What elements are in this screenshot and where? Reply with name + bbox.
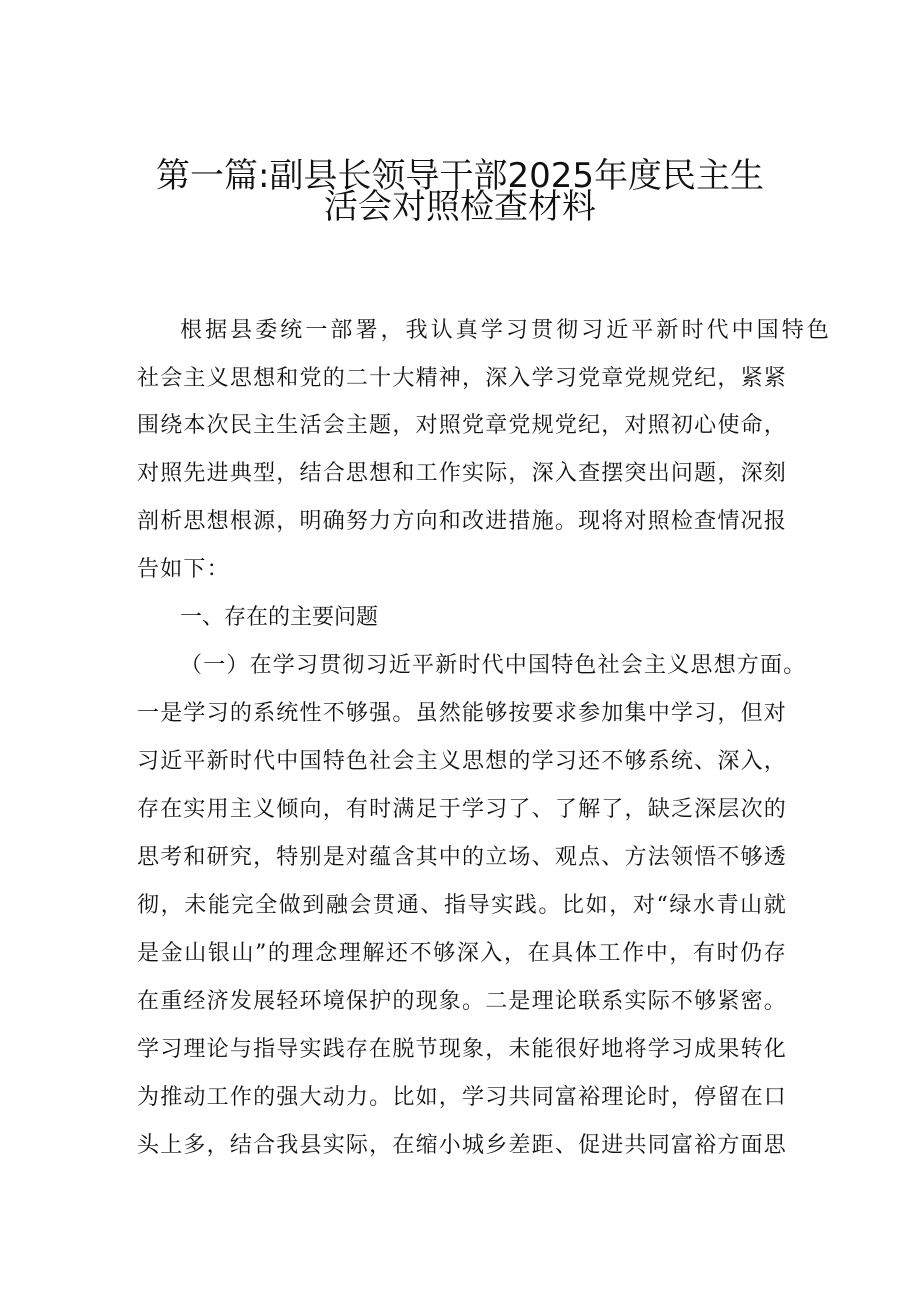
section-line: 思考和研究，特别是对蕴含其中的立场、观点、方法领悟不够透: [137, 845, 787, 870]
intro-line: 对照先进典型，结合思想和工作实际，深入查摆突出问题，深刻: [137, 461, 787, 486]
intro-line: 告如下：: [137, 557, 230, 582]
document-title-line-1: 第一篇:副县长领导干部2025年度民主生: [156, 156, 764, 196]
intro-line: 社会主义思想和党的二十大精神，深入学习党章党规党纪，紧紧: [137, 366, 787, 391]
section-line: 在重经济发展轻环境保护的现象。二是理论联系实际不够紧密。: [137, 989, 787, 1014]
section-heading: 一、存在的主要问题: [180, 605, 379, 630]
intro-line: 根据县委统一部署，我认真学习贯彻习近平新时代中国特色: [180, 318, 830, 343]
intro-line: 剖析思想根源，明确努力方向和改进措施。现将对照检查情况报: [137, 509, 787, 534]
section-line: 是金山银山”的理念理解还不够深入，在具体工作中，有时仍存: [137, 941, 787, 966]
section-line: 一是学习的系统性不够强。虽然能够按要求参加集中学习，但对: [137, 701, 787, 726]
document-title-line-2: 活会对照检查材料: [324, 187, 596, 227]
section-line: 彻，未能完全做到融会贯通、指导实践。比如，对“绿水青山就: [137, 893, 787, 918]
section-line: 存在实用主义倾向，有时满足于学习了、了解了，缺乏深层次的: [137, 797, 787, 822]
section-line: 头上多，结合我县实际，在缩小城乡差距、促进共同富裕方面思: [137, 1133, 787, 1158]
section-line: （一）在学习贯彻习近平新时代中国特色社会主义思想方面。: [180, 653, 807, 678]
section-line: 为推动工作的强大动力。比如，学习共同富裕理论时，停留在口: [137, 1085, 787, 1110]
section-line: 习近平新时代中国特色社会主义思想的学习还不够系统、深入，: [137, 749, 787, 774]
section-line: 学习理论与指导实践存在脱节现象，未能很好地将学习成果转化: [137, 1037, 787, 1062]
intro-line: 围绕本次民主生活会主题，对照党章党规党纪，对照初心使命，: [137, 413, 787, 438]
